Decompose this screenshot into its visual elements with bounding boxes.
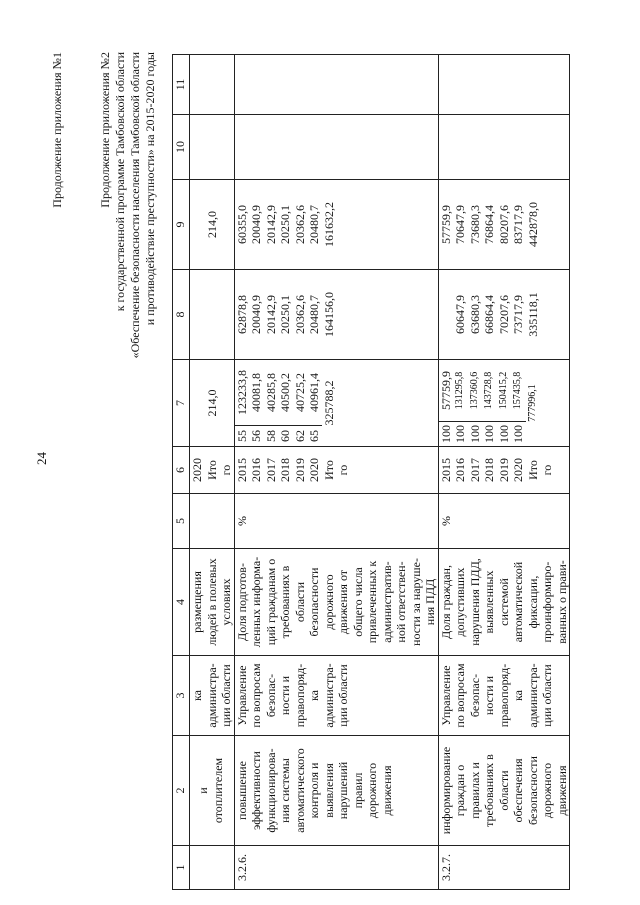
program-table <box>172 54 570 890</box>
col7-cell: 100 57759,9 100 131295,8 100 137360,6 100 143728,8 100 150415,2 100 157435,8 777996,1 <box>438 360 570 447</box>
continuation-appendix-1: Продолжение приложения №1 <box>50 52 64 208</box>
section-indicator: Доля граждан, допустивших нарушения ПДД, выявленных системой автоматической фиксации, проинформиро- ванных о прави- <box>438 549 570 656</box>
continued-total-col7: 214,0 <box>190 360 235 447</box>
column-numbers-row <box>173 55 190 890</box>
continued-executor-cell: ка администра- ции области <box>190 656 235 736</box>
appendix2-line: «Обеспечение безопасности населения Тамбовской области <box>128 52 142 359</box>
continuation-appendix-2 <box>98 52 158 692</box>
col-number: 8 <box>173 270 190 360</box>
section-executor: Управление по вопросам безопас- ности и правопоряд- ка администра- ции области <box>438 656 570 736</box>
col8-cell: 60647,9 63680,3 66864,4 70207,6 73717,9 335118,1 <box>438 270 570 360</box>
col-number: 3 <box>173 656 190 736</box>
appendix2-line: Продолжение приложения №2 <box>98 52 112 208</box>
section-indicator: Доля подготов- ленных информа- ций гражданам о требованиях в области безопасности дорожного движения от общего числа привлеченных к административ- ной ответствен- ности за наруше- ния ПДД <box>234 549 438 656</box>
section-executor: Управление по вопросам безопас- ности и правопоряд- ка администра- ции области <box>234 656 438 736</box>
section-name: информирование граждан о правилах и требованиях в области обеспечения безопасности дорожного движения <box>438 736 570 846</box>
appendix2-line: к государственной программе Тамбовской области <box>113 52 127 312</box>
continued-name-cell: и отоплителем <box>190 736 235 846</box>
col-number: 9 <box>173 180 190 270</box>
col-number: 1 <box>173 846 190 890</box>
section-row-3-2-6 <box>234 55 438 890</box>
col9-cell: 60355,0 20040,9 20142,9 20250,1 20362,6 20480,7 161632,2 <box>234 180 438 270</box>
col-number: 6 <box>173 447 190 494</box>
appendix2-line: и противодействие преступности» на 2015-2020 годы <box>143 52 157 326</box>
col-number: 2 <box>173 736 190 846</box>
col9-cell: 57759,9 70647,9 73680,3 76864,4 80207,6 83717,9 442878,0 <box>438 180 570 270</box>
continued-year-cell: 2020 Ито го <box>190 447 235 494</box>
year-cell: 2015 2016 2017 2018 2019 2020 Ито го <box>234 447 438 494</box>
col-number: 7 <box>173 360 190 447</box>
col-number: 10 <box>173 115 190 180</box>
section-unit: % <box>234 494 438 549</box>
page-number: 24 <box>34 452 49 465</box>
section-row-3-2-7 <box>438 55 570 890</box>
section-unit: % <box>438 494 570 549</box>
col-number: 5 <box>173 494 190 549</box>
col-number: 4 <box>173 549 190 656</box>
section-name: повышение эффективности функционирова- ния системы автоматического контроля и выявления нарушений правил дорожного движения <box>234 736 438 846</box>
year-cell: 2015 2016 2017 2018 2019 2020 Ито го <box>438 447 570 494</box>
continued-row <box>190 55 235 890</box>
continued-total-col9: 214,0 <box>190 180 235 270</box>
continued-indicator-cell: размещения людей в полевых условиях <box>190 549 235 656</box>
section-id: 3.2.7. <box>438 846 570 890</box>
section-id: 3.2.6. <box>234 846 438 890</box>
col7-cell: 55 123233,8 56 40081,8 58 40285,8 60 40500,2 62 40725,2 65 40961,4 325788,2 <box>234 360 438 447</box>
col-number: 11 <box>173 55 190 115</box>
col8-cell: 62878,8 20040,9 20142,9 20250,1 20362,6 20480,7 164156,0 <box>234 270 438 360</box>
